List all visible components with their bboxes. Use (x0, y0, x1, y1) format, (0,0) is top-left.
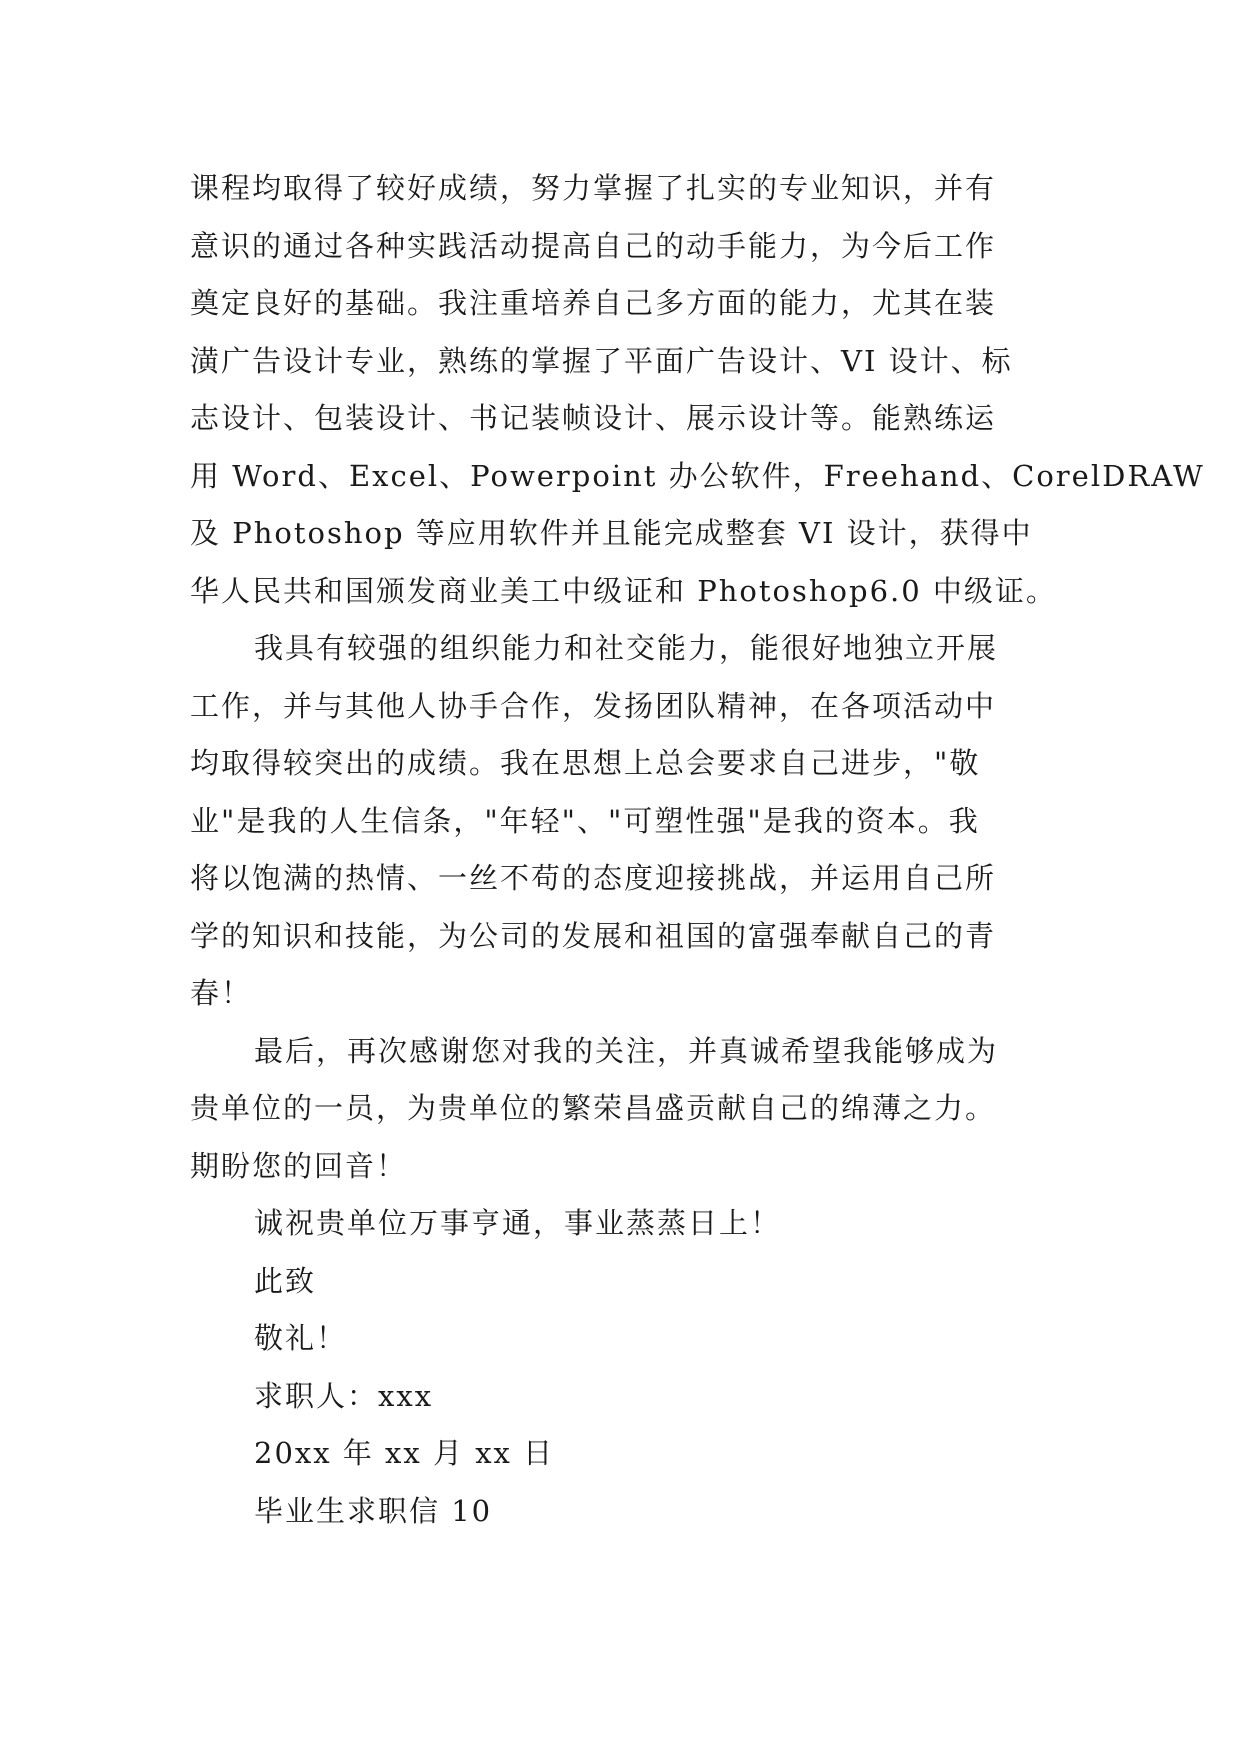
salutation-jingli: 敬礼！ (254, 1321, 348, 1355)
text-line: 将以饱满的热情、一丝不苟的态度迎接挑战，并运用自己所 (190, 861, 997, 895)
text-line: 工作，并与其他人协手合作，发扬团队精神，在各项活动中 (190, 688, 997, 723)
text-line: 意识的通过各种实践活动提高自己的动手能力，为今后工作 (190, 228, 997, 263)
text-line: 潢广告设计专业，熟练的掌握了平面广告设计、VI 设计、标 (190, 343, 1013, 378)
salutation-cizhi: 此致 (254, 1263, 317, 1298)
text-line: 华人民共和国颁发商业美工中级证和 Photoshop6.0 中级证。 (190, 573, 1057, 608)
text-line: 业"是我的人生信条，"年轻"、"可塑性强"是我的资本。我 (190, 803, 980, 838)
text-line: 学的知识和技能，为公司的发展和祖国的富强奉献自己的青 (190, 918, 997, 953)
closing-wish: 诚祝贵单位万事亨通，事业蒸蒸日上！ (254, 1206, 782, 1240)
text-line: 奠定良好的基础。我注重培养自己多方面的能力，尤其在装 (190, 286, 997, 320)
letter-body (190, 160, 1205, 1540)
paragraph-first-line: 最后，再次感谢您对我的关注，并真诚希望我能够成为 (254, 1033, 999, 1068)
text-line: 课程均取得了较好成绩，努力掌握了扎实的专业知识，并有 (190, 171, 997, 205)
text-line: 均取得较突出的成绩。我在思想上总会要求自己进步，"敬 (190, 746, 981, 780)
text-line: 期盼您的回音！ (190, 1148, 408, 1183)
paragraph-first-line: 我具有较强的组织能力和社交能力，能很好地独立开展 (254, 631, 999, 665)
letter-date: 20xx 年 xx 月 xx 日 (254, 1436, 555, 1470)
text-line: 志设计、包装设计、书记装帧设计、展示设计等。能熟练运 (190, 401, 997, 435)
text-line: 春！ (190, 976, 253, 1010)
text-line: 用 Word、Excel、Powerpoint 办公软件，Freehand、CorelDRAW (190, 458, 1205, 493)
applicant-signature: 求职人：xxx (254, 1378, 434, 1413)
text-line: 贵单位的一员，为贵单位的繁荣昌盛贡献自己的绵薄之力。 (190, 1091, 997, 1125)
text-line: 及 Photoshop 等应用软件并且能完成整套 VI 设计，获得中 (190, 516, 1033, 550)
next-section-title: 毕业生求职信 10 (254, 1493, 493, 1528)
